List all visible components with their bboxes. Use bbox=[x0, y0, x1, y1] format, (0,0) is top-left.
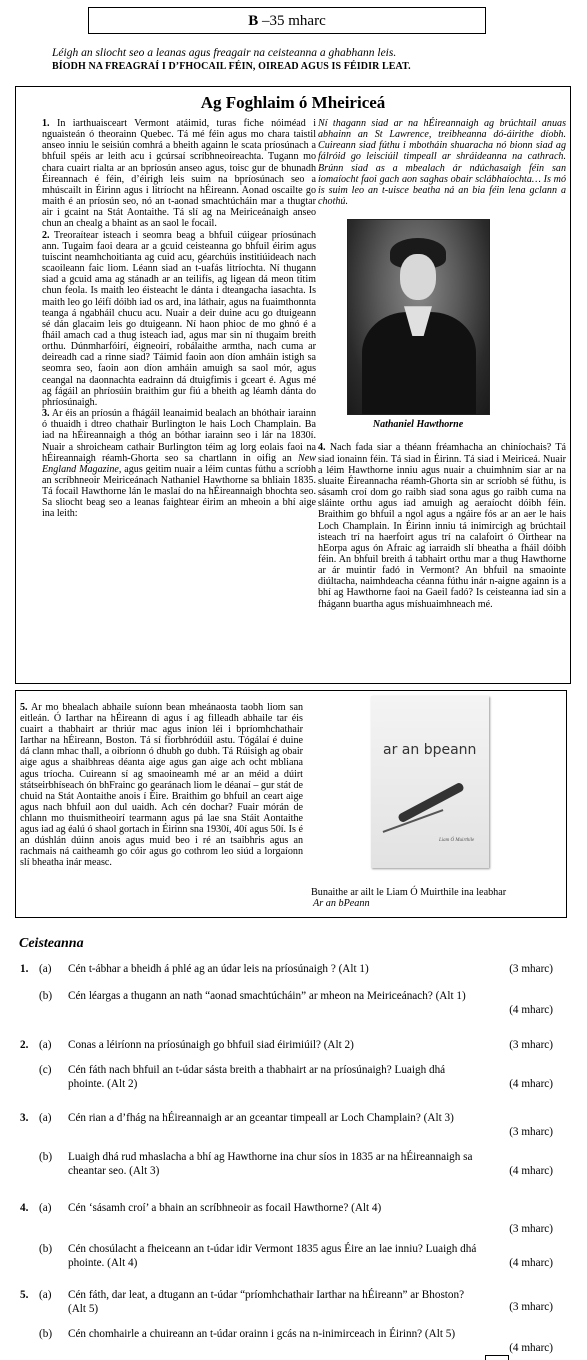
question-marks: (4 mharc) bbox=[509, 1078, 553, 1090]
question-number: 3. bbox=[20, 1112, 29, 1124]
paragraph-text: Ar mo bhealach abhaile suíonn bean mheánaosta taobh liom san eitleán. Ó Iarthar na hÉireann di agus í ag filleadh abhaile tar éis cuairt a thabhairt ar thriúr mac agus iníon léi i bpríomhchathair Iarthar na hÉireann, Boston. Tá sí fiorbhródúil astu. Tógálaí é duine dá clann mhac thall, a oibríonn ó dhubh go dubh. Tá Rúisigh ag obair aige agus a shaibhreas déanta aige agus gan aige ach ocht mbliana agus tríocha. Cuireann sí ag smaoineamh mé ar an méid a dúirt státseirbhíseach ón bhFrainc go gearánach liom le déanaí – gur stát de chuid na Stát Aontaithe anois í Éire. Braithim go bhfuil an ceart aige agus nach bhfuil aon dul uaidh. Ach cén dochar? Fuair mórán de chlann mo thuismitheoirí tearmann agus pá lae sna Stáit Aontaithe agus iad ag éalú ó shaol gortach in Éirinn sna 1930í, 40í agus 50í. Is é an dúshlán dúinn anois agus muid beo i ré an tsaibhris agus an rachmais ná caitheamh go cóir agus go cothrom leo siúd a lorgaíonn slí bheatha inár measc. bbox=[20, 702, 303, 869]
question-letter: (a) bbox=[39, 963, 52, 975]
paragraph-5 bbox=[20, 702, 303, 868]
paragraph-number: 1. bbox=[42, 118, 50, 129]
question-marks: (3 mharc) bbox=[509, 1039, 553, 1051]
passage-title: Ag Foghlaim ó Mheiriceá bbox=[200, 93, 386, 112]
instructions bbox=[52, 46, 552, 74]
question-text: Cén fáth, dar leat, a dtugann an t-údar “príomhchathair Iarthar na hÉireann” ar Bhoston? (Alt 5) bbox=[68, 1289, 465, 1315]
question-text: Cén chosúlacht a fheiceann an t-údar idir Vermont 1835 agus Éire an lae inniu? Luaigh dhá phointe. (Alt 4) bbox=[68, 1243, 477, 1269]
paragraph-text: , agus geitim nuair a léim cuntas fúthu a scríobh an scríbhneoir Meiriceánach Nathaniel Hawthorne sa bhliain 1835. Tá focail Hawthorne lán le maslaí do na hÉireannaigh bhochta seo. Sa sliocht beag seo a leanas faightear éirim an mheoin a bhí aige ina leith: bbox=[42, 463, 316, 520]
question-letter: (a) bbox=[39, 1112, 52, 1124]
question-letter: (a) bbox=[39, 1039, 52, 1051]
passage-left-column bbox=[42, 118, 316, 520]
book-caption-line-2: Ar an bPeann bbox=[313, 898, 370, 909]
instruction-line-2: BÍODH NA FREAGRAÍ I D’FHOCAIL FÉIN, OIREAD AGUS IS FÉIDIR LEAT. bbox=[52, 61, 411, 72]
portrait-caption: Nathaniel Hawthorne bbox=[372, 419, 464, 431]
paragraph-number: 4. bbox=[318, 442, 326, 454]
book-cover-title: ar an bpeann bbox=[383, 742, 477, 758]
hawthorne-portrait-image bbox=[347, 219, 490, 415]
question-text: Cén chomhairle a chuireann an t-údar orainn i gcás na n-inimirceach in Éirinn? (Alt 5) bbox=[68, 1328, 456, 1340]
paragraph-text: Ar éis an príosún a fhágáil leanaimid bealach an bhóthair iarainn ó thuaidh i dtreo chathair Burlington le hais Loch Champlain. Ba iad na hÉireannaigh a thóg an bóthar iarainn seo i lár na 1830í. Nuair a shroicheam cathair Burlington téim ag lorg eolais faoi na hÉireannaigh réamh-Ghorta seo sa chartlann in oifig an bbox=[42, 408, 316, 464]
hawthorne-quote: Ní thagann siad ar na hÉireannaigh ag brúchtail anuas abhainn an St Lawrence, treibheanna dó-áirithe díobh. Cuireann siad fúthu i mbotháin shuaracha nó bionn siad ag fálróid go leisciúil timpeall ar shráideanna na cathrach. Brúnn siad as a mbealach ár ndúchasaigh féin san iomaíocht faoi gach aon saghas obair sclábhaíochta… Is mó is suim leo an t-uisce beatha ná an bia féin lena gclann a chothú. bbox=[318, 118, 566, 208]
question-marks: (4 mharc) bbox=[509, 1004, 553, 1016]
paragraph-number: 2. bbox=[42, 229, 50, 241]
question-letter: (a) bbox=[39, 1289, 52, 1301]
question-marks: (4 mharc) bbox=[509, 1165, 553, 1177]
question-marks: (4 mharc) bbox=[509, 1257, 553, 1269]
paragraph-3 bbox=[42, 408, 316, 520]
paragraph-text: Nach fada siar a théann fréamhacha an chiníochais? Tá siad ionainn féin. Tá siad in Éirinn. Tá siad i Meiriceá. Nuair a léim Hawthorne inniu agus nuair a chuimhním siar ar na sluaite Éireannacha réamh-Ghorta sin ar scríobh sé fúthu, is sásamh croí dom go raibh siad sona agus go raibh cuma na sláinte orthu agus iad amuigh ag aeraíocht dóibh féin. Braithim go bhfuil a ngol agus a ngáire fós ar an aer le hais Loch Champlain. In Éirinn inniu tá inimircigh ag brúchtail isteach trí na haerfoirt agus trí na calafoirt ó Oirthear na hEorpa agus ón Afraic ag iarraidh slí bheatha a fháil dóibh féin. An bhfuil breith á tabhairt orthu mar a thug Hawthorne ar ár muintir fadó in Vermont? An bhfuil na smaointe diúltacha, naimhdeacha céanna fúthu inár n-aigne againn is a bhí ag Hawthorne faoi na Gaeil fadó? Is ceisteanna iad sin a fhágann buartha agus míshuaimhneach mé. bbox=[318, 442, 566, 610]
question-text: Conas a léiríonn na príosúnaigh go bhfuil siad éirimiúil? (Alt 2) bbox=[68, 1039, 354, 1051]
question-marks: (3 mharc) bbox=[509, 963, 553, 975]
section-letter: B bbox=[248, 13, 259, 29]
question-marks: (4 mharc) bbox=[509, 1342, 553, 1354]
question-number: 4. bbox=[20, 1202, 29, 1214]
paragraph-number: 5. bbox=[20, 702, 28, 713]
passage-box-2 bbox=[15, 690, 567, 918]
question-marks: (3 mharc) bbox=[509, 1126, 553, 1138]
question-text: Cén fáth nach bhfuil an t-údar sásta breith a thabhairt ar na príosúnaigh? Luaigh dhá phointe. (Alt 2) bbox=[68, 1064, 446, 1090]
question-number: 1. bbox=[20, 963, 29, 975]
question-letter: (a) bbox=[39, 1202, 52, 1214]
question-number: 2. bbox=[20, 1039, 29, 1051]
paragraph-text: In iarthuaisceart Vermont atáimid, turas fiche nóiméad i nguaisteán ó theorainn Quebec. Tá mé féin agus mo chara taistil anseo inniu le seisiún comhrá a bheith againn le scata príosúnach a bhfuil spéis ar leith acu i gcúrsaí scríbhneoireachta. Tugann mo chara cuairt rialta ar an bpríosún anseo agus, toisc gur de bhunadh Éireannach é féin, d’éirigh leis suim na bpríosúnach seo a mhúscailt in Éirinn agus i litríocht na hÉireann. Aonad oscailte go maith é an príosún seo, nó an t-aonad smachtúcháin mar a thugtar air i gcaint na Stát Aontaithe. Tá slí ag na Meiriceánaigh anseo chun an chealg a bhaint as an saol le focail. bbox=[42, 118, 316, 230]
instruction-line-1: Léigh an sliocht seo a leanas agus freagair na ceisteanna a ghabhann leis. bbox=[52, 47, 397, 59]
question-text: Cén t-ábhar a bheidh á phlé ag an údar leis na príosúnaigh ? (Alt 1) bbox=[68, 963, 369, 975]
question-letter: (b) bbox=[39, 1243, 53, 1255]
paragraph-1 bbox=[42, 118, 316, 230]
passage-right-column bbox=[318, 118, 566, 610]
portrait-face bbox=[400, 254, 436, 300]
question-letter: (b) bbox=[39, 1151, 53, 1163]
book-cover-author: Liam Ó Muirthile bbox=[439, 838, 475, 843]
book-cover-image bbox=[371, 696, 489, 868]
magazine-title: New England Magazine bbox=[42, 452, 316, 475]
book-caption bbox=[311, 887, 561, 909]
question-letter: (c) bbox=[39, 1064, 52, 1076]
question-text: Cén rian a d’fhág na hÉireannaigh ar an gceantar timpeall ar Loch Champlain? (Alt 3) bbox=[68, 1112, 454, 1124]
answer-box bbox=[485, 1355, 509, 1360]
question-text: Cén ‘sásamh croí’ a bhain an scríbhneoir as focail Hawthorne? (Alt 4) bbox=[68, 1202, 382, 1214]
paragraph-4 bbox=[318, 442, 566, 609]
book-caption-line-1: Bunaithe ar ailt le Liam Ó Muirthile ina leabhar bbox=[311, 887, 507, 898]
question-marks: (3 mharc) bbox=[509, 1223, 553, 1235]
paragraph-text: Treoraítear isteach i seomra beag a bhfuil cúigear príosúnach ann. Tugaim faoi deara ar a gcuid ceisteanna go bhfuil éirim agus tuiscint neamhchoitianta ag cuid acu, géarchúis institiúideach nach scaoileann faic liom. Léann siad an t-uafás litríochta. Ní thugann siad a gcuid ama ag stánadh ar an teilifís, ag ligean dá meon titim chun feola. Is maith leo éisteacht le dánta i dteangacha iasachta. Is maith leo go léifí dóibh iad os ard, ina láthair, agus na fuaimthonnta teanga á ngabháil chucu acu. Nuair a deir duine acu go dtuigeann sé dán glacaim leis go dtuigeann. Ní haon phioc de mo ghnó é a fháil amach cad a thug isteach iad, agus mar sin ní thugaim breith orthu. Dúnmharfóirí, éigneoirí, robálaithe armtha, nach cuma ar deireadh cad a rinne siad? Táimid faoin aon díon amháin istigh sa seomra seo, faoin aon díon amháin amuigh sa saol mór, agus ceangal na daonnachta eadrainn dá dtuigfimis i gceart é. Agus mé ag fágáil an phríosúin braithim gur fiú a bheith ag léamh dánta do phríosúnaigh. bbox=[42, 229, 316, 408]
question-marks: (3 mharc) bbox=[509, 1301, 553, 1313]
question-letter: (b) bbox=[39, 990, 53, 1002]
paragraph-2 bbox=[42, 230, 316, 409]
question-number: 5. bbox=[20, 1289, 29, 1301]
question-text: Luaigh dhá rud mhaslacha a bhí ag Hawthorne ina chur síos in 1835 ar na hÉireannaigh sa cheantar seo. (Alt 3) bbox=[68, 1151, 473, 1177]
section-marks: –35 mharc bbox=[258, 13, 326, 29]
question-text: Cén léargas a thugann an nath “aonad smachtúcháin” ar mheon na Meiriceánach? (Alt 1) bbox=[68, 990, 466, 1002]
questions-heading: Ceisteanna bbox=[19, 936, 84, 951]
passage-box bbox=[15, 86, 571, 684]
fountain-pen-icon bbox=[397, 782, 465, 824]
section-header bbox=[88, 7, 486, 34]
paragraph-number: 3. bbox=[42, 408, 50, 420]
question-letter: (b) bbox=[39, 1328, 53, 1340]
